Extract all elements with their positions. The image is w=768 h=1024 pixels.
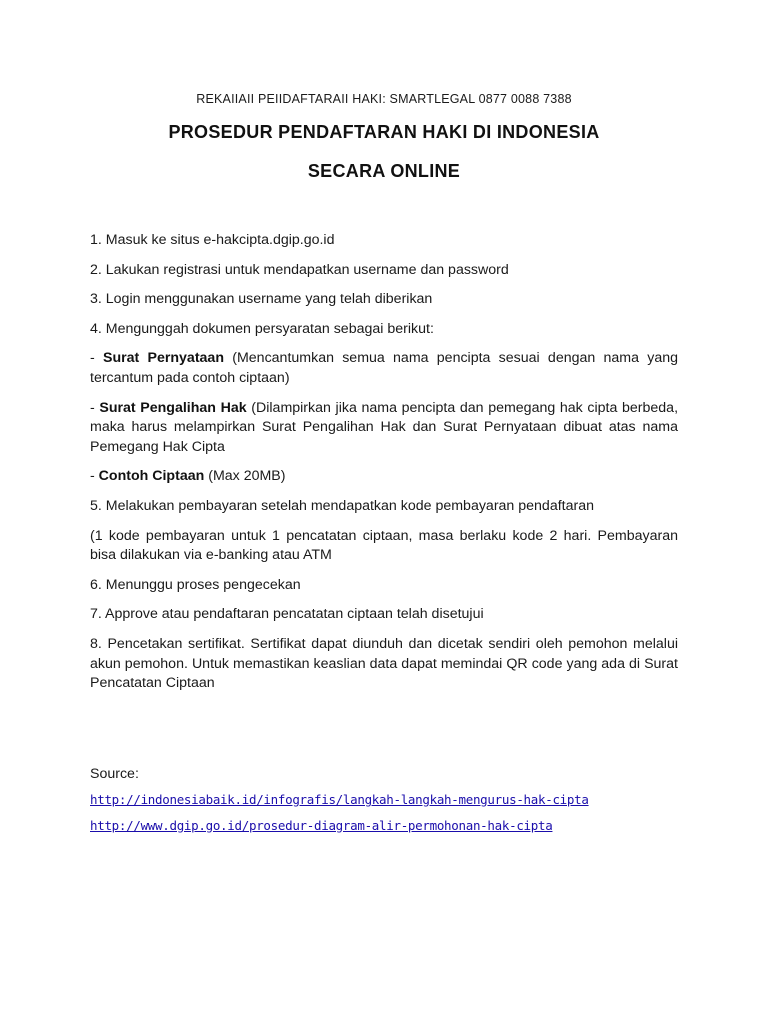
header-contact-line: REKAIIAII PEIIDAFTARAII HAKI: SMARTLEGAL 0877 0088 7388 <box>196 92 572 106</box>
requirement-description: (Mencantumkan semua nama pencipta sesuai dengan nama yang tercantum pada contoh ciptaan) <box>90 350 679 386</box>
step-1: 1. Masuk ke situs e-hakcipta.dgip.go.id <box>90 232 335 248</box>
page-subtitle: SECARA ONLINE <box>307 161 461 181</box>
step-7: 7. Approve atau pendaftaran pencatatan ciptaan telah disetujui <box>90 606 484 623</box>
requirement-prefix: - <box>90 350 103 367</box>
step-5-note: (1 kode pembayaran untuk 1 pencatatan ciptaan, masa berlaku kode 2 hari. Pembayaran bisa dilakukan via e-banking atau ATM <box>90 527 678 564</box>
requirement-prefix: - <box>90 399 100 416</box>
requirement-description: (Max 20MB) <box>204 468 286 485</box>
step-4: 4. Mengunggah dokumen persyaratan sebagai berikut: <box>90 320 434 337</box>
page-title: PROSEDUR PENDAFTARAN HAKI DI INDONESIA <box>168 122 600 142</box>
step-5: 5. Melakukan pembayaran setelah mendapatkan kode pembayaran pendaftaran <box>90 497 594 514</box>
requirement-prefix: - <box>90 468 99 485</box>
requirement-title: Contoh Ciptaan <box>98 468 205 485</box>
source-label: Source: <box>90 766 139 782</box>
procedure-body <box>90 231 678 704</box>
source-section <box>90 766 678 844</box>
requirement-contoh-ciptaan <box>90 467 678 487</box>
step-2: 2. Lakukan registrasi untuk mendapatkan username dan password <box>90 261 509 278</box>
source-link-indonesiabaik[interactable]: http://indonesiabaik.id/infografis/langkah-langkah-mengurus-hak-cipta <box>90 792 589 807</box>
requirement-surat-pengalihan-hak <box>90 399 678 458</box>
requirement-title: Surat Pernyataan <box>102 350 224 367</box>
requirement-description: (Dilampirkan jika nama pencipta dan pemegang hak cipta berbeda, maka harus melampirkan Surat Pengalihan Hak dan Surat Pernyataan dibuat atas nama Pemegang Hak Cipta <box>90 399 679 455</box>
step-3: 3. Login menggunakan username yang telah diberikan <box>90 291 433 308</box>
requirement-title: Surat Pengalihan Hak <box>99 399 247 416</box>
step-6: 6. Menunggu proses pengecekan <box>90 576 301 593</box>
step-8: 8. Pencetakan sertifikat. Sertifikat dapat diunduh dan dicetak sendiri oleh pemohon melalui akun pemohon. Untuk memastikan keaslian data dapat memindai QR code yang ada di Surat Pencatatan Ciptaan <box>90 635 678 692</box>
requirement-surat-pernyataan <box>90 349 678 388</box>
source-link-dgip[interactable]: http://www.dgip.go.id/prosedur-diagram-alir-permohonan-hak-cipta <box>90 818 553 833</box>
